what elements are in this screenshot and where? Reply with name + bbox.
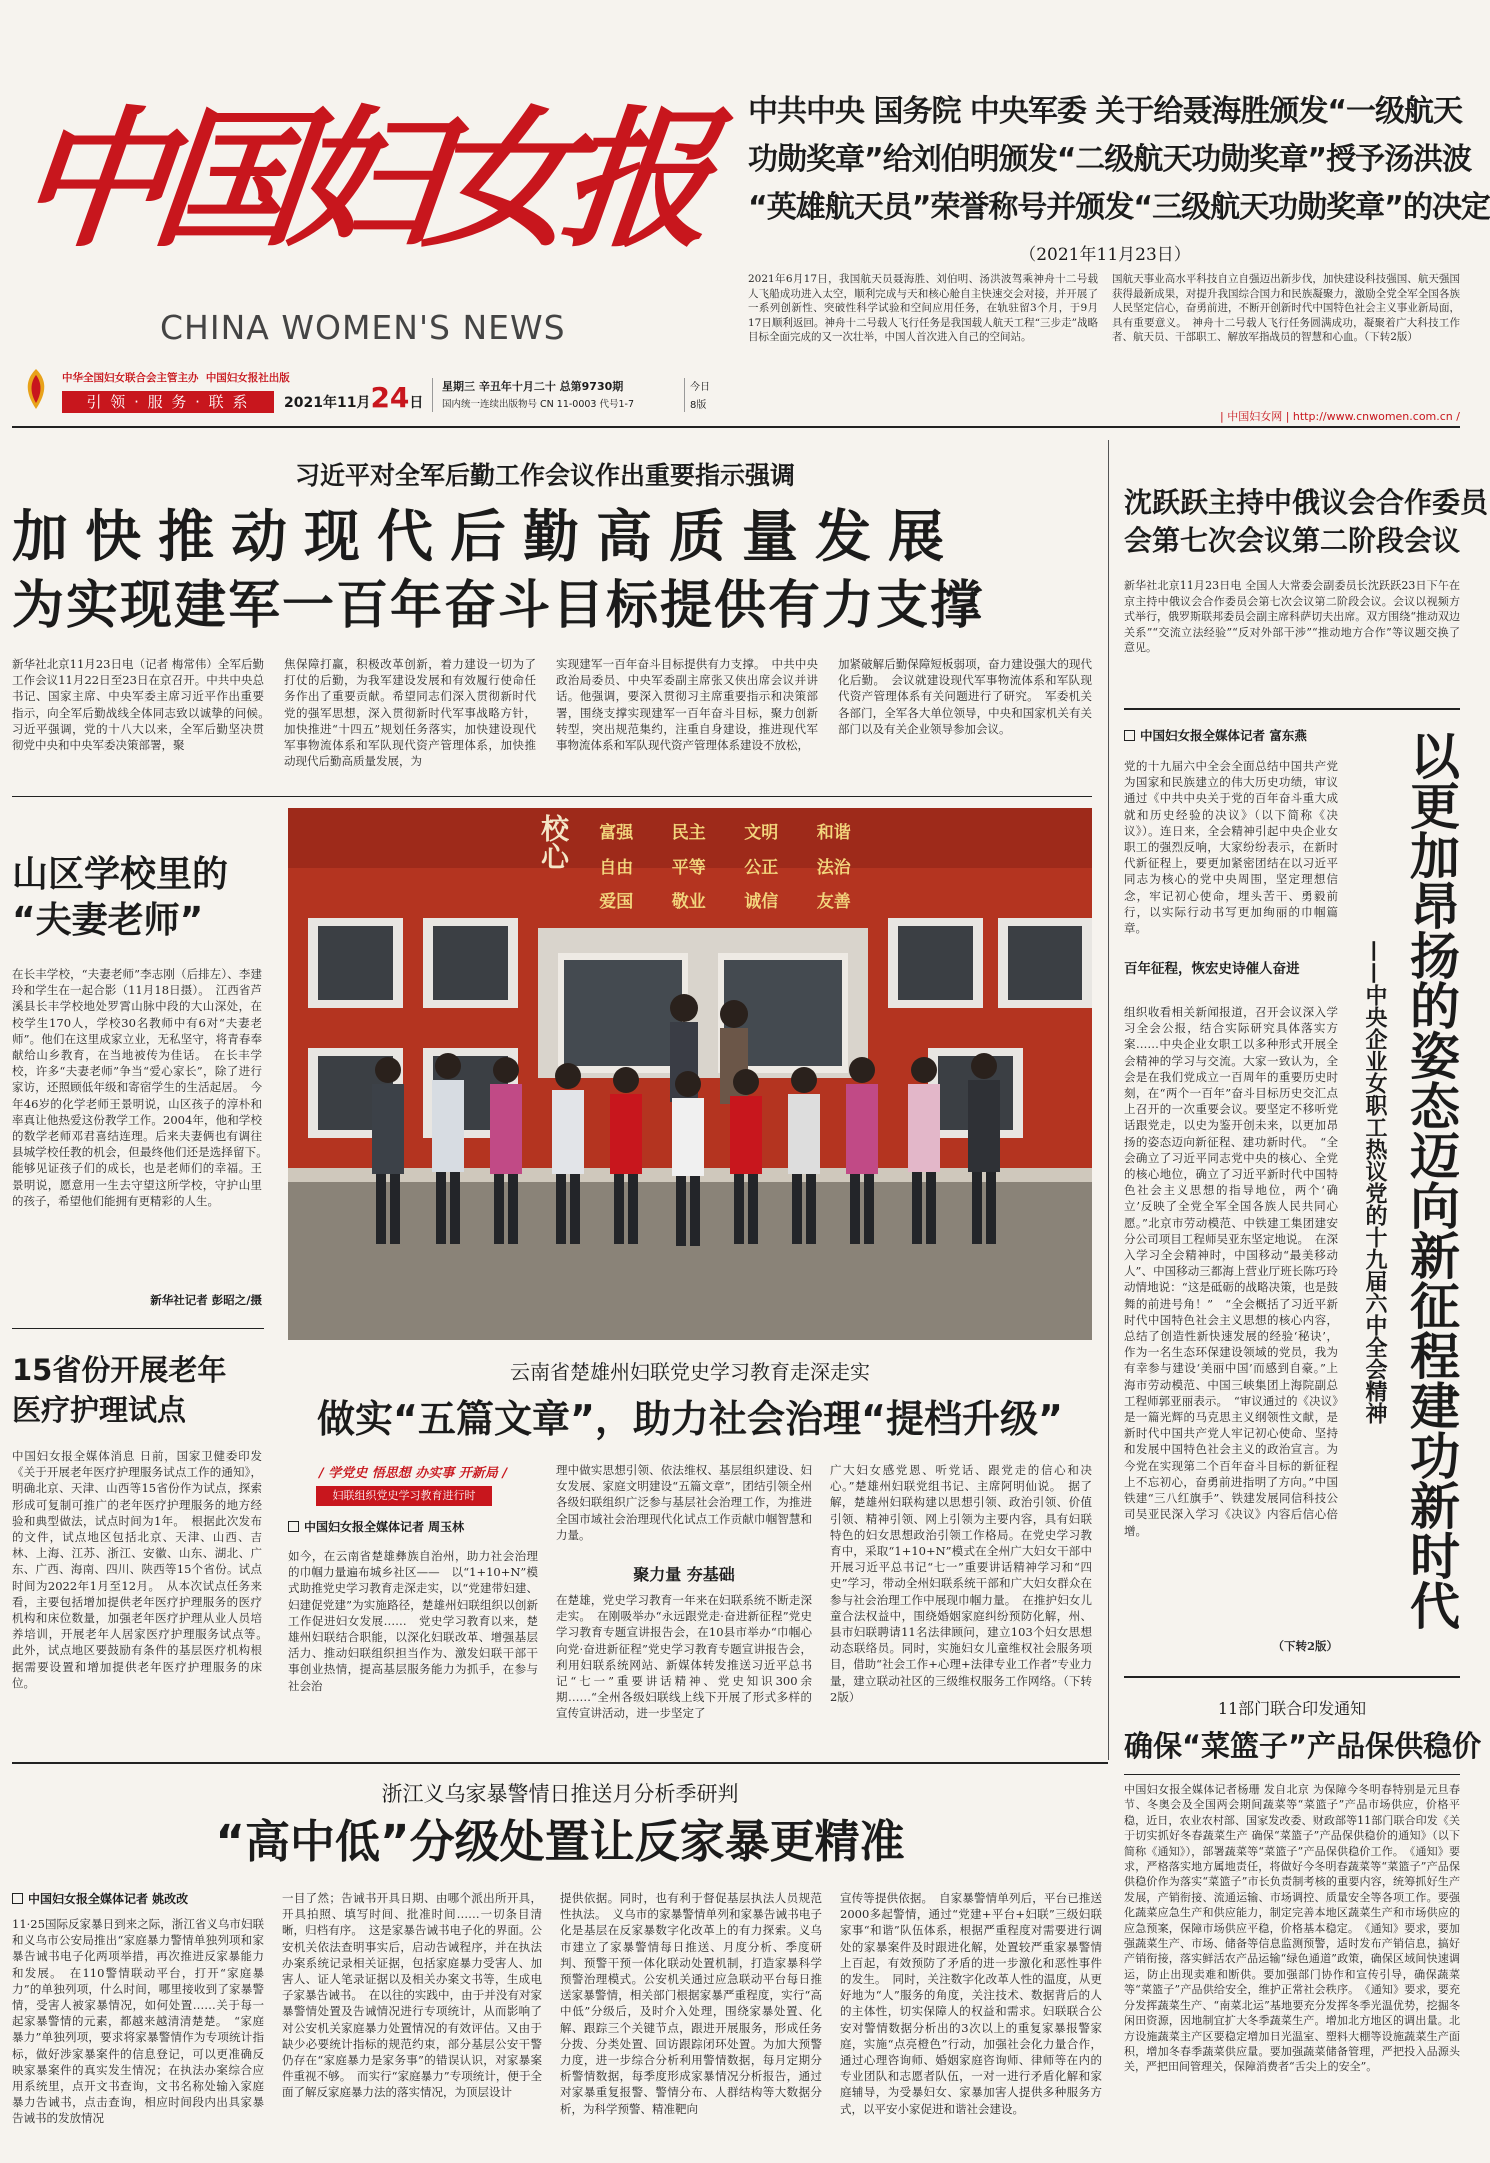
pages-label: 今日 bbox=[690, 382, 710, 393]
issue-date bbox=[284, 381, 424, 415]
commentary-body-1: 党的十九届六中全会全面总结中国共产党为国家和民族建立的伟大历史功绩，审议通过《中共中央关于党的百年奋斗重大成就和历史经验的决议》（以下简称《决议》）。连日来，全会精神引起中央企业女职工的强烈反响，大家纷纷表示，在新时代新征程上，要更加紧密团结在以习近平同志为核心的党中央周围，坚定理想信念，牢记初心使命，埋头苦干、勇毅前行，以实际行动书写更加绚丽的巾帼篇章。 bbox=[1124, 759, 1338, 936]
yunnan-tag-badge: 妇联组织党史学习教育进行时 bbox=[316, 1486, 492, 1506]
issue-day-suffix: 日 bbox=[409, 395, 424, 411]
wall-title: 校心 bbox=[537, 814, 570, 870]
core-value: 敬业 bbox=[671, 892, 706, 913]
yunnan-tag-line: / 学党史 悟思想 办实事 开新局 / bbox=[318, 1466, 508, 1481]
yunnan-col-3: 广大妇女感党恩、听党话、跟党走的信心和决心。”楚雄州妇联党组书记、主席阿明仙说。 据了解，楚雄州妇联构建以思想引领、政治引领、价值引领、精神引领、网上引领为主要内容，具有妇联特色的妇女思想政治引领工作格局。在党史学习教育中，采取“1+10+N”模式在全州广大妇女干部中开展习近平总书记“七一”重要讲话精神学习和“四史”学习，带动全州妇联系统干部和广大妇女群众在参与社会治理工作中展现巾帼力量。 在推护妇女儿童合法权益中，围绕婚姻家庭纠纷预防化解，州、县市妇联聘请11名法律顾问，建立103个妇女思想动态联络员。同时，实施妇女儿童维权社会服务项目，借助“社会工作+心理+法律专业工作者”专业力量，建立联动社区的三级维权服务工作网络。（下转2版） bbox=[830, 1463, 1092, 1704]
lead-col-1: 新华社北京11月23日电（记者 梅常伟）全军后勤工作会议11月22日至23日在京召开。中共中央总书记、国家主席、中央军委主席习近平作出重要指示，向全军后勤战线全体同志致以诚挚的问候。 习近平强调，党的十八大以来，全军后勤坚决贯彻党中央和中央军委决策部署，聚 bbox=[12, 657, 276, 753]
yiwu-byline bbox=[12, 1890, 272, 1910]
core-value: 公正 bbox=[744, 857, 779, 878]
commentary-subheadline: ——中央企业女职工热议党的十九届六中全会精神 bbox=[1362, 940, 1388, 1424]
issue-day: 24 bbox=[370, 381, 410, 414]
basket-kicker: 11部门联合印发通知 bbox=[1217, 1699, 1367, 1718]
yunnan-byline-text: 中国妇女报全媒体记者 周玉林 bbox=[304, 1520, 465, 1534]
yunnan-subhead: 聚力量 夯基础 bbox=[633, 1565, 735, 1584]
commentary-byline bbox=[1124, 726, 1424, 746]
sponsor-publisher: 中国妇女报社出版 bbox=[205, 372, 290, 384]
core-value: 诚信 bbox=[744, 892, 779, 913]
core-value: 民主 bbox=[671, 823, 706, 843]
core-value: 法治 bbox=[816, 857, 851, 878]
top-headline-line-1: 中共中央 国务院 中央军委 关于给聂海胜颁发“一级航天 bbox=[748, 94, 1463, 129]
pilot-headline-line-1: 15省份开展老年 bbox=[12, 1353, 227, 1387]
yunnan-col-1: 如今，在云南省楚雄彝族自治州，助力社会治理的巾帼力量遍布城乡社区—— 以“1+10+N”模式助推党史学习教育走深走实，以“党建带妇建、妇建促党建”为实施路径，楚雄州妇联组织以创新工作促进妇女发展…… 党史学习教育以来，楚雄州妇联结合职能，以深化妇联改革、增强基层活力、推动妇联组织担当作为、激发妇联干部干事创业热情，提高基层服务能力为抓手，在参与社会治 bbox=[288, 1549, 538, 1693]
masthead bbox=[0, 0, 1490, 423]
issue-line-2: 国内统一连续出版物号 CN 11-0003 代号1-7 bbox=[442, 399, 635, 410]
yiwu-byline-text: 中国妇女报全媒体记者 姚改改 bbox=[28, 1892, 189, 1906]
lead-col-4: 加紧破解后勤保障短板弱项，奋力建设强大的现代化后勤。 会议就建设现代军事物流体系和军队现代资产管理体系有关问题进行了研究。 军委机关各部门，全军各大单位领导，中央和国家机关有关部门以及有关企业领导参加会议。 bbox=[838, 657, 1092, 736]
yiwu-kicker: 浙江义乌家暴警情日推送月分析季研判 bbox=[381, 1782, 739, 1806]
core-value: 友善 bbox=[816, 892, 851, 913]
yunnan-kicker: 云南省楚雄州妇联党史学习教育走深走实 bbox=[510, 1360, 870, 1384]
top-headline-line-3: “英雄航天员”荣誉称号并颁发“三级航天功勋奖章”的决定 bbox=[748, 190, 1490, 225]
core-value: 平等 bbox=[671, 857, 706, 878]
sponsor-line bbox=[62, 370, 312, 388]
pilot-body: 中国妇女报全媒体消息 日前，国家卫健委印发《关于开展老年医疗护理服务试点工作的通知》，明确北京、天津、山西等15省份作为试点，探索形成可复制可推广的老年医疗护理服务的地方经验和典型做法，试点时间为1年。 根据此次发布的文件，试点地区包括北京、天津、山西、吉林、上海、江苏、浙江、安徽、山东、湖北、广东、广西、海南、四川、陕西等15个省份。试点时间为2022年1月至12月。 从本次试点任务来看，主要包括增加提供老年医疗护理服务的医疗机构和床位数量，加强老年医疗护理从业人员培养培训，开展老年人居家医疗护理服务试点等。 此外，试点地区要鼓励有条件的基层医疗机构根据需要设置和增加提供老年医疗护理服务的床位。 bbox=[12, 1449, 274, 1690]
issue-line-1: 星期三 辛丑年十月二十 总第9730期 bbox=[442, 380, 624, 393]
teachers-headline bbox=[12, 852, 276, 952]
lead-col-2: 焦保障打赢，积极改革创新，着力建设一切为了打仗的后勤，为我军建设发展和有效履行使命任务作出了重要贡献。希望同志们深入贯彻新时代党的强军思想，深入贯彻新时代军事战略方针，加快推进“十四五”规划任务落实，加快建设现代军事物流体系和军队现代资产管理体系，加快推动现代后勤高质量发展，为 bbox=[284, 657, 536, 769]
yiwu-headline: “高中低”分级处置让反家暴更精准 bbox=[215, 1815, 905, 1868]
website-link[interactable]: | 中国妇女网 | http://www.cnwomen.com.cn / bbox=[1220, 410, 1460, 423]
yunnan-col-2b: 在楚雄，党史学习教育一年来在妇联系统不断走深走实。 在刚吸举办“永远跟党走·奋进新征程”党史学习教育专题宣讲报告会，在10县市举办“巾帼心向党·奋进新征程”党史学习教育专题宣讲报告会，利用妇联系统网站、新媒体转发推送习近平总书记“七一”重要讲话精神、党史知识300余期……“全州各级妇联线上线下开展了形式多样的宣传宣讲活动，进一步坚定了 bbox=[556, 1593, 812, 1721]
pages-count: 8版 bbox=[690, 400, 707, 411]
basket-headline: 确保“菜篮子”产品保供稳价 bbox=[1124, 1729, 1482, 1763]
yunnan-col-2: 理中做实思想引领、依法维权、基层组织建设、妇女发展、家庭文明建设“五篇文章”，团结引领全州各级妇联组织广泛参与基层社会治理工作，为推进全国市域社会治理现代化试点工作贡献巾帼智慧和力量。 bbox=[556, 1463, 812, 1542]
commentary-byline-text: 中国妇女报全媒体记者 富东燕 bbox=[1140, 728, 1307, 743]
teachers-headline-line-2: “夫妻老师” bbox=[12, 900, 204, 941]
students-group-illustration bbox=[288, 808, 1092, 1340]
sponsor-main: 中华全国妇女联合会主管主办 bbox=[62, 372, 199, 384]
core-value: 爱国 bbox=[599, 892, 634, 913]
newspaper-logo: 中国妇女报 bbox=[9, 92, 709, 268]
teachers-headline-line-1: 山区学校里的 bbox=[12, 854, 229, 895]
pilot-headline bbox=[12, 1350, 276, 1436]
sidebar-headline-line-1: 沈跃跃主持中俄议会合作委员 bbox=[1124, 486, 1489, 519]
lead-kicker: 习近平对全军后勤工作会议作出重要指示强调 bbox=[294, 461, 795, 490]
slogan-banner: 引 领 · 服 务 · 联 系 bbox=[62, 391, 274, 413]
top-headline-line-2: 功勋奖章”给刘伯明颁发“二级航天功勋奖章”授予汤洪波 bbox=[748, 142, 1472, 177]
pilot-headline-line-2: 医疗护理试点 bbox=[12, 1393, 187, 1427]
issue-month: 2021年11月 bbox=[284, 395, 371, 411]
lead-headline-line-1: 加快推动现代后勤高质量发展 bbox=[12, 505, 961, 570]
sidebar-headline bbox=[1124, 484, 1489, 564]
commentary-headline: 以更加昂扬的姿态迈向新征程建功新时代 bbox=[1402, 730, 1460, 1630]
top-story-col-1: 2021年6月17日，我国航天员聂海胜、刘伯明、汤洪波驾乘神舟十二号载人飞船成功进入太空，顺利完成与天和核心舱自主快速交会对接，并开展了一系列创新性、突破性科学试验和空间应用任务，在轨驻留3个月，于9月17日顺利返回。神舟十二号载人飞行任务是我国载人航天工程“三步走”战略目标全面完成的又一次壮举，中国人首次进入自己的空间站。 bbox=[748, 273, 1098, 344]
teachers-body: 在长丰学校，“夫妻老师”李志刚（后排左）、李建玲和学生在一起合影（11月18日摄）。 江西省芦溪县长丰学校地处罗霄山脉中段的大山深处，在校学生170人，学校30名教师中有6对“夫妻老师”。他们在这里成家立业，无私坚守，将青春奉献给山乡教育，在当地被传为佳话。 在长丰学校，许多“夫妻老师”争当“爱心家长”，除了进行家访，还照顾低年级和寄宿学生的生活起居。 今年46岁的化学老师王景明说，山区孩子的淳朴和率真让他热爱这份教学工作。2004年，他和学校的数学老师邓君喜结连理。后来夫妻俩也有调往县城学校任教的机会，但最终他们还是选择留下。 能够见证孩子们的成长，也是老师们的幸福。王景明说，愿意用一生去守望这所学校，守护山里的孩子，希望他们能拥有更精彩的人生。 bbox=[12, 967, 274, 1208]
square-bullet-icon bbox=[288, 1521, 299, 1532]
top-story-headline bbox=[748, 88, 1490, 238]
sidebar-headline-line-2: 会第七次会议第二阶段会议 bbox=[1124, 524, 1461, 557]
basket-body: 中国妇女报全媒体记者杨珊 发自北京 为保障今冬明春特别是元旦春节、冬奥会及全国两会期间蔬菜等“菜篮子”产品市场供应，价格平稳，近日，农业农村部、国家发改委、财政部等11部门联合印发《关于切实抓好冬春蔬菜生产 确保“菜篮子”产品保供稳价的通知》（以下简称《通知》），部署蔬菜等“菜篮子”产品保供稳价工作。 《通知》要求，严格落实地方属地责任，将做好今冬明春蔬菜等“菜篮子”产品保供稳价作为落实“菜篮子”市长负责制考核的重要内容，统筹抓好生产发展，产销衔接、流通运输、市场调控、质量安全等各项工作。要强化蔬菜应急生产和供应能力，制定完善本地区蔬菜生产和市场供应的应急预案，保障市场供应平稳，价格基本稳定。 《通知》要求，要加强蔬菜生产、市场、储备等信息监测预警，适时发布产销信息，搞好产销衔接，落实鲜活农产品运输“绿色通道”政策，确保区域间快速调运，防止出现卖难和断供。要加强部门协作和宣传引导，确保蔬菜等“菜篮子”产品供给安全，维护正常社会秩序。 《通知》要求，要充分发挥蔬菜生产、“南菜北运”基地要充分发挥冬季光温优势，挖掘冬闲田资源，因地制宜扩大冬季蔬菜生产。增加北方地区的调出量。北方设施蔬菜主产区要稳定增加日光温室、塑料大棚等设施蔬菜生产面积，增加冬春季蔬菜供应量。要加强蔬菜储备管理，严把投入品源头关，严把田间管理关，保障消费者“舌尖上的安全”。 bbox=[1124, 1783, 1460, 2074]
lead-headline-line-2: 为实现建军一百年奋斗目标提供有力支撑 bbox=[12, 576, 985, 636]
yiwu-col-2: 一目了然；告诫书开具日期、由哪个派出所开具，开具拍照、填写时间、批准时间……一切条目清晰，归档有序。 这是家暴告诫书电子化的界面。公安机关依法查明事实后，启动告诫程序，并在执法办案系统记录相关证据，包括家庭暴力受害人、加害人、证人笔录证据以及相关办案文书等，生成电子家暴告诫书。 在以往的实践中，由于并没有对家暴警情处置及告诫情况进行专项统计，从而影响了对公安机关家庭暴力处置情况的有效评估。又由于缺少必要统计指标的规范约束，部分基层公安干警仍存在“家庭暴力是家务事”的错误认识，对家暴案件重视不够。 而实行“家庭暴力”专项统计，便于全面了解反家庭暴力法的落实情况，为顶层设计 bbox=[282, 1891, 542, 2100]
top-story-col-2: 国航天事业高水平科技自立自强迈出新步伐，加快建设科技强国、航天强国获得最新成果，对提升我国综合国力和民族凝聚力，激励全党全军全国各族人民坚定信心，奋勇前进，不断开创新时代中国特色社会主义事业新局面，具有重要意义。 神舟十二号载人飞行任务圆满成功，凝聚着广大科技工作者、航天员、干部职工、解放军指战员的智慧和心血。（下转2版） bbox=[1112, 273, 1460, 344]
sidebar-body: 新华社北京11月23日电 全国人大常委会副委员长沈跃跃23日下午在京主持中俄议会合作委员会第七次会议第二阶段会议。会议以视频方式举行，俄罗斯联邦委员会副主席科萨切夫出席。双方围绕“推动双边关系”“交流立法经验”“反对外部干涉”“推动地方合作”等议题交换了意见。 bbox=[1124, 579, 1460, 654]
square-bullet-icon bbox=[12, 1893, 23, 1904]
commentary-cont: （下转2版） bbox=[1272, 1639, 1338, 1653]
yiwu-col-4: 宣传等提供依据。 自家暴警情单列后，平台已推送2000多起警情，通过“党建+平台+妇联”三级妇联家事“和谐”队伍体系，根据严重程度对需要进行调处的家暴案件及时跟进化解，处置较严重家暴警情上百起，有效预防了矛盾的进一步激化和恶性事件的发生。 同时，关注数字化改革人性的温度，从更好地为“人”服务的角度，关注技术、数据背后的人的主体性，切实保障人的权益和需求。妇联联合公安对警情数据分析出的3次以上的重复家暴报警家庭，实施“点亮橙色”行动，加强社会化力量合作，通过心理咨询师、婚姻家庭咨询师、律师等在内的专业团队和志愿者队伍，一对一进行矛盾化解和家庭辅导，为受暴妇女、家暴加害人提供多种服务方式，以平安小家促进和谐社会建设。 bbox=[840, 1891, 1102, 2116]
school-photo bbox=[288, 808, 1092, 1340]
top-story-date: （2021年11月23日） bbox=[1019, 245, 1191, 265]
english-name: CHINA WOMEN'S NEWS bbox=[160, 308, 566, 347]
emblem-icon bbox=[16, 365, 56, 413]
yiwu-col-1: 11·25国际反家暴日到来之际，浙江省义乌市妇联和义乌市公安局推出“家庭暴力警情单独列项和家暴告诫书电子化两项举措，再次推进反家暴能力和发展。 在110警情联动平台，打开“家庭暴力”的单独列项，什么时间，哪里接收到了家暴警情，受害人被家暴情况，如何处置……关于每一起家暴警情的元素，都越来越清清楚楚。 “家庭暴力”单独列项，要求将家暴警情作为专项统计指标，做好涉家暴案件的信息登记，可以更准确反映家暴案件的真实发生情况；在执法办案综合应用系统里，点开文书查询，文书名称处输入家庭暴力告诫书，点击查询，相应时间段内出具家暴告诫书的发放情况 bbox=[12, 1917, 264, 2126]
yunnan-headline: 做实“五篇文章”，助力社会治理“提档升级” bbox=[317, 1397, 1063, 1441]
lead-col-3: 实现建军一百年奋斗目标提供有力支撑。 中共中央政治局委员、中央军委副主席张又侠出席会议并讲话。他强调，要深入贯彻习主席重要指示和决策部署，围绕支撑实现建军一百年奋斗目标，聚力创新转型，突出规范集约，注重自身建设，推进现代军事物流体系和军队现代资产管理体系建设不放松， bbox=[556, 657, 818, 753]
square-bullet-icon bbox=[1124, 730, 1135, 741]
core-value: 自由 bbox=[599, 857, 634, 878]
commentary-subhead-1: 百年征程，恢宏史诗催人奋进 bbox=[1124, 961, 1300, 977]
core-value: 和谐 bbox=[816, 823, 851, 843]
core-value: 文明 bbox=[744, 823, 779, 843]
teachers-photo-credit: 新华社记者 彭昭之/摄 bbox=[150, 1293, 262, 1307]
yiwu-col-3: 提供依据。同时，也有利于督促基层执法人员规范性执法。 义乌市的家暴警情单列和家暴告诫书电子化是基层在反家暴数字化改革上的有力探索。义乌市建立了家暴警情每日推送、月度分析、季度研判、预警干预一体化联动处置机制，打造家暴科学预警治理模式。公安机关通过应急联动平台每日推送家暴警情，相关部门根据家暴严重程度，实行“高中低”分级后，及时介入处理，围绕家暴处置、化解、跟踪三个关键节点，跟进开展服务，形成任务分拨、分类处置、回访跟踪闭环处置。为加大预警力度，进一步综合分析利用警情数据，每月定期分析警情数据，每季度形成家暴情况分析报告，通过对家暴重复报警、警情分布、人群结构等大数据分析，为科学预警、精准靶向 bbox=[560, 1891, 822, 2116]
commentary-body-2: 组织收看相关新闻报道，召开会议深入学习全会公报，结合实际研究具体落实方案……中央企业女职工以多种形式开展全会精神的学习与交流。大家一致认为，全会是在我们党成立一百周年的重要历史时刻，在“两个一百年”奋斗目标历史交汇点上召开的一次重要会议。要坚定不移听党话跟党走，以史为鉴开创未来，以更加昂扬的姿态迈向新征程、建功新时代。 “全会确立了习近平同志党中央的核心、全党的核心地位，确立了习近平新时代中国特色社会主义思想的指导地位，两个‘确立’反映了全党全军全国各族人民共同心愿。”北京市劳动模范、中铁建工集团建安分公司项目工程师吴亚东坚定地说。 在深入学习全会精神时，中国移动“最美移动人”、中国移动三都海上营业厅班长陈巧玲动情地说：“这是砥砺的战略决策，也是鼓舞的前进号角！” “全会概括了习近平新时代中国特色社会主义思想的核心内容，总结了创造性新快速发展的经验‘秘诀’，作为一名生态环保建设领域的党员，我为有幸参与建设‘美丽中国’而感到自豪。”上海市劳动模范、中国三峡集团上海院副总工程师郭亚丽表示。 “审议通过的《决议》是一篇光辉的马克思主义纲领性文献，是新时代中国共产党人牢记初心使命、坚持和发展中国特色社会主义的政治宣言。为今党在实现第二个百年奋斗目标的新征程上不忘初心，奋勇前进指明了方向。”中国铁建“三八红旗手”、铁建发展同信科技公司吴亚民深入学习《决议》内容后信心倍增。 bbox=[1124, 1005, 1338, 1538]
core-value: 富强 bbox=[599, 823, 634, 843]
yunnan-byline bbox=[288, 1518, 538, 1538]
